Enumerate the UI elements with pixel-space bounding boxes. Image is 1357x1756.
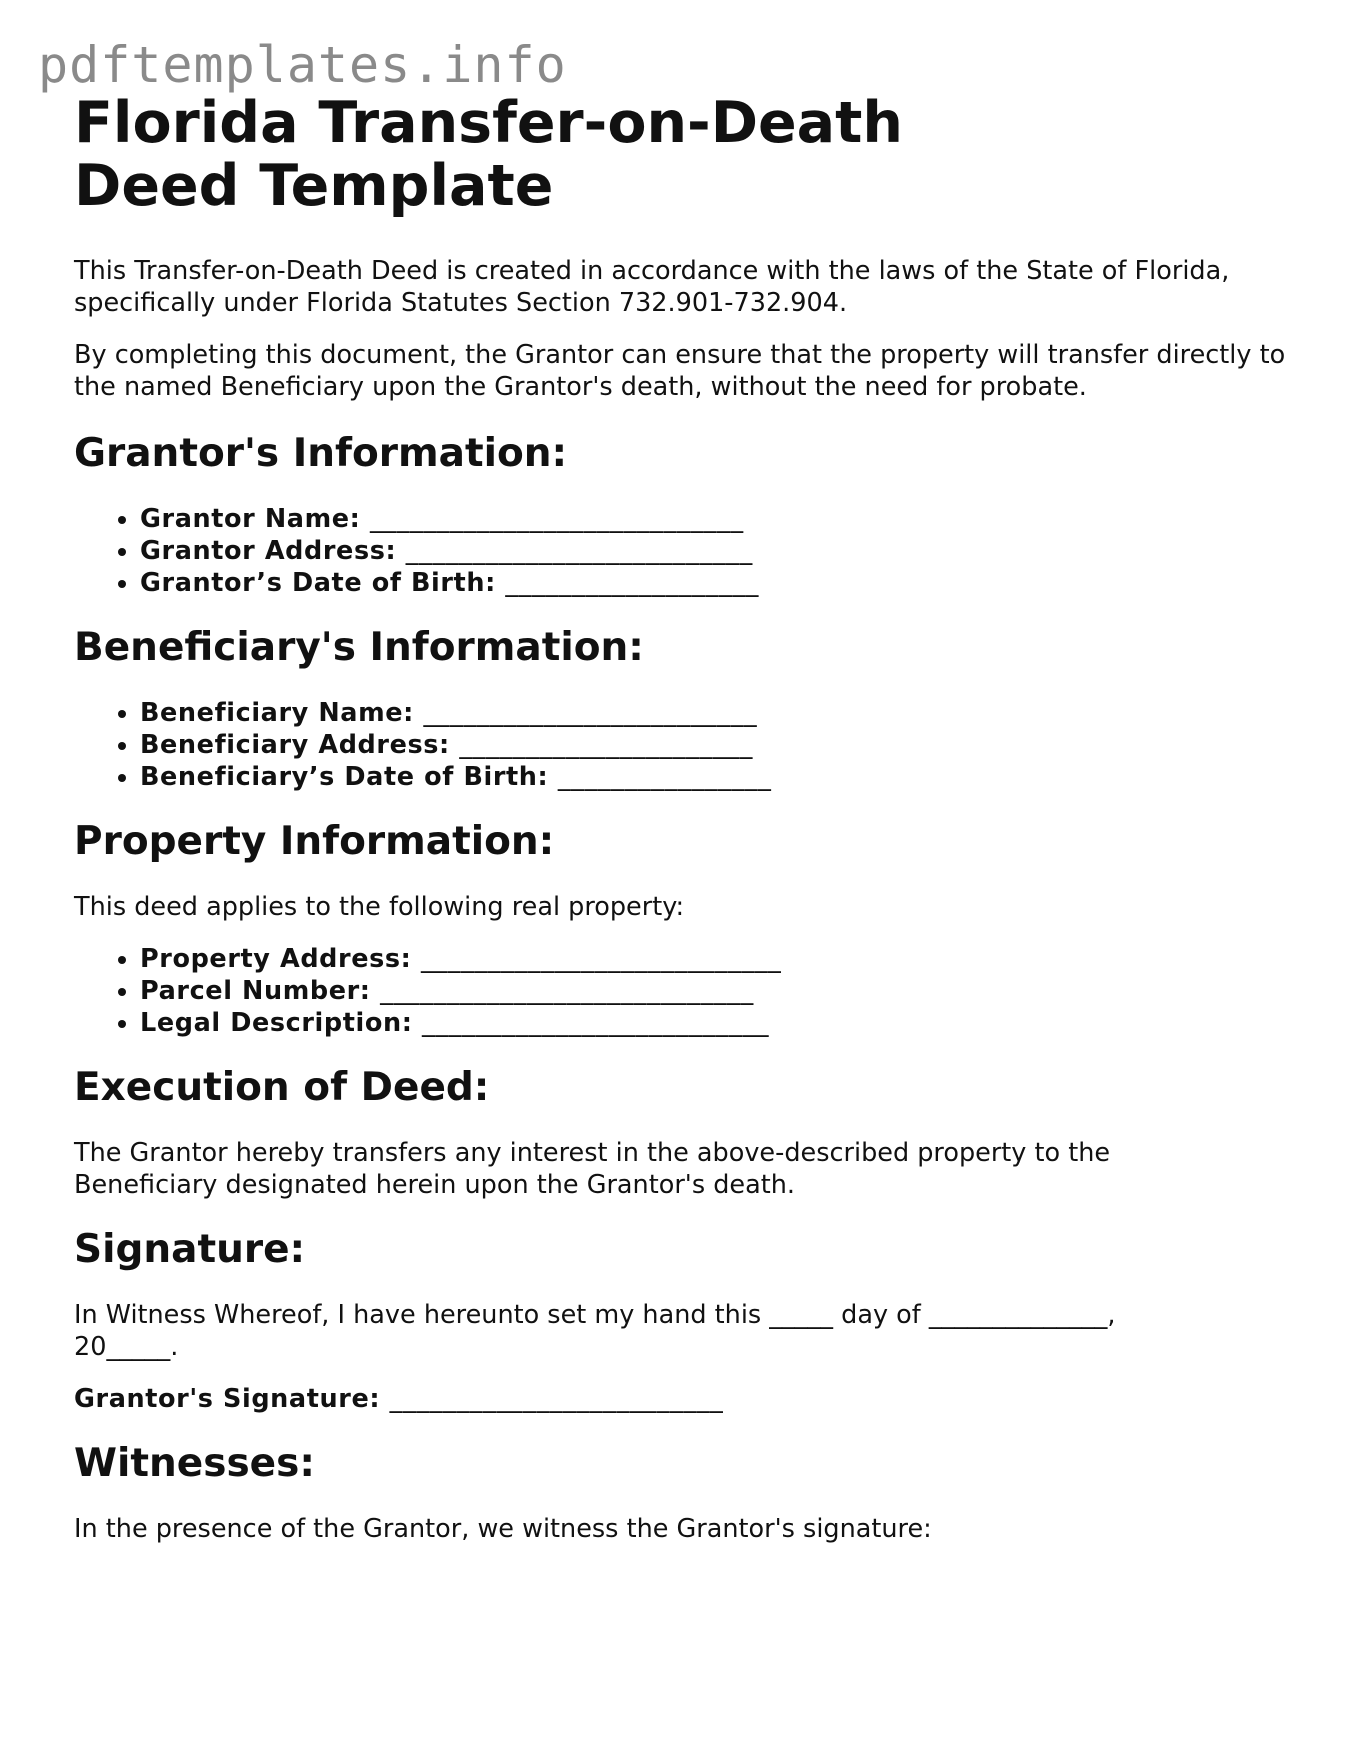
beneficiary-name-field[interactable] [140,697,1294,729]
field-blank[interactable]: _________________________ [423,698,758,728]
field-blank[interactable]: __________________________ [405,536,753,566]
grantor-address-field[interactable] [140,535,1294,567]
grantor-dob-field[interactable] [140,567,1294,599]
witness-whereof-line: In Witness Whereof, I have hereunto set my hand this _____ day of ______________, 20_____. [74,1300,1116,1362]
intro-paragraph-2: By completing this document, the Grantor can ensure that the property will transfer directly to the named Beneficiary upon the Grantor's death, without the need for probate. [74,340,1286,402]
beneficiary-address-field[interactable] [140,729,1294,761]
grantor-signature-label: Grantor's Signature: [74,1384,381,1414]
execution-heading: Execution of Deed: [74,1065,490,1110]
document-page [74,92,1294,1545]
field-blank[interactable]: ____________________________ [380,976,754,1006]
field-label: Parcel Number: [140,976,371,1006]
parcel-number-field[interactable] [140,975,1294,1007]
grantor-signature-line[interactable] [74,1383,1294,1415]
beneficiary-dob-field[interactable] [140,761,1294,793]
beneficiary-heading: Beneficiary's Information: [74,625,644,670]
watermark: pdftemplates.info [38,36,567,94]
witnesses-heading: Witnesses: [74,1441,315,1486]
field-blank[interactable]: ________________ [557,762,772,792]
legal-description-field[interactable] [140,1007,1294,1039]
property-heading: Property Information: [74,819,555,864]
field-label: Beneficiary Address: [140,730,450,760]
field-label: Property Address: [140,944,412,974]
execution-text: The Grantor hereby transfers any interest in the above-described property to the Beneficiary designated herein upon the Grantor's death. [74,1138,1111,1200]
intro-paragraph-1: This Transfer-on-Death Deed is created in accordance with the laws of the State of Florida, specifically under Florida Statutes Section 732.901-732.904. [74,256,1230,318]
grantor-fields [74,503,1294,599]
property-text: This deed applies to the following real property: [74,892,685,922]
grantor-heading: Grantor's Information: [74,431,568,476]
field-label: Grantor Address: [140,536,397,566]
field-label: Grantor Name: [140,504,361,534]
field-blank[interactable]: ____________________________ [369,504,744,534]
field-blank[interactable]: ___________________ [505,568,760,598]
field-label: Legal Description: [140,1008,413,1038]
document-title: Florida Transfer-on-Death Deed Template [74,90,903,219]
signature-heading: Signature: [74,1227,306,1272]
field-blank[interactable]: ______________________ [459,730,754,760]
grantor-name-field[interactable] [140,503,1294,535]
beneficiary-fields [74,697,1294,793]
field-blank[interactable]: ___________________________ [420,944,782,974]
field-label: Beneficiary Name: [140,698,414,728]
field-blank[interactable]: __________________________ [422,1008,770,1038]
grantor-signature-blank[interactable]: _________________________ [389,1384,724,1414]
witnesses-text: In the presence of the Grantor, we witness the Grantor's signature: [74,1514,932,1544]
field-label: Beneficiary’s Date of Birth: [140,762,549,792]
property-fields [74,943,1294,1039]
property-address-field[interactable] [140,943,1294,975]
field-label: Grantor’s Date of Birth: [140,568,496,598]
